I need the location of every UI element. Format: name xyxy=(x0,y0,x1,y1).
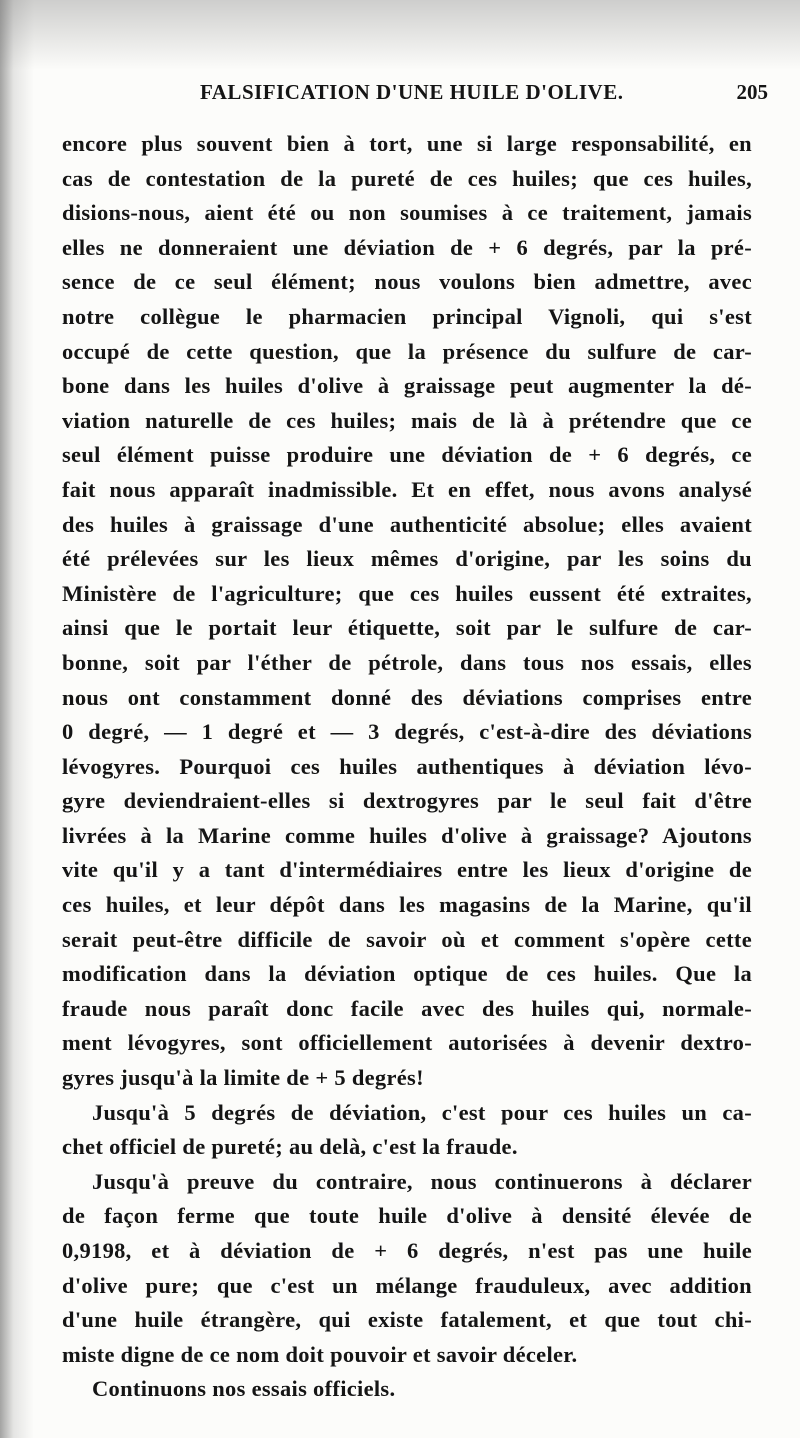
text-line: Jusqu'à preuve du contraire, nous continuerons à déclarer xyxy=(92,1168,752,1194)
text-line: été prélevées sur les lieux mêmes d'origine, par les soins du xyxy=(62,546,752,572)
text-line: gyres jusqu'à la limite de + 5 degrés! xyxy=(62,1065,424,1091)
page-number: 205 xyxy=(736,80,768,104)
text-line: vite qu'il y a tant d'intermédiaires entre les lieux d'origine de xyxy=(62,857,752,883)
text-line: occupé de cette question, que la présence du sulfure de car- xyxy=(62,338,752,364)
text-line: d'une huile étrangère, qui existe fatalement, et que tout chi- xyxy=(62,1307,752,1333)
text-line: bonne, soit par l'éther de pétrole, dans tous nos essais, elles xyxy=(62,649,752,675)
text-line: de façon ferme que toute huile d'olive à densité élevée de xyxy=(62,1203,752,1229)
text-line: sence de ce seul élément; nous voulons bien admettre, avec xyxy=(62,269,752,295)
text-line: notre collègue le pharmacien principal Vignoli, qui s'est xyxy=(62,303,752,329)
text-line: 0,9198, et à déviation de + 6 degrés, n'est pas une huile xyxy=(62,1238,752,1263)
text-line: d'olive pure; que c'est un mélange frauduleux, avec addition xyxy=(62,1272,752,1298)
running-title: FALSIFICATION D'UNE HUILE D'OLIVE. xyxy=(200,80,624,104)
text-line: gyre deviendraient-elles si dextrogyres par le seul fait d'être xyxy=(62,788,752,814)
page-edge-shadow xyxy=(0,0,34,1438)
text-line: cas de contestation de la pureté de ces huiles; que ces huiles, xyxy=(62,165,752,191)
text-line: livrées à la Marine comme huiles d'olive à graissage? Ajoutons xyxy=(62,822,752,848)
text-line: nous ont constamment donné des déviations comprises entre xyxy=(62,684,752,710)
text-line: ces huiles, et leur dépôt dans les magasins de la Marine, qu'il xyxy=(62,892,752,918)
text-line: disions-nous, aient été ou non soumises à ce traitement, jamais xyxy=(62,200,752,226)
text-line: ment lévogyres, sont officiellement autorisées à devenir dextro- xyxy=(62,1030,752,1056)
text-line: ainsi que le portait leur étiquette, soit par le sulfure de car- xyxy=(62,615,752,641)
text-line: serait peut-être difficile de savoir où et comment s'opère cette xyxy=(62,926,752,952)
text-line: miste digne de ce nom doit pouvoir et savoir déceler. xyxy=(62,1341,578,1367)
page-top-shadow xyxy=(0,0,800,70)
page-header xyxy=(200,80,768,116)
text-line: encore plus souvent bien à tort, une si large responsabilité, en xyxy=(62,131,752,156)
text-line: viation naturelle de ces huiles; mais de là à prétendre que ce xyxy=(62,407,752,433)
text-line: 0 degré, — 1 degré et — 3 degrés, c'est-à-dire des déviations xyxy=(62,719,752,745)
text-line: fait nous apparaît inadmissible. Et en effet, nous avons analysé xyxy=(62,476,752,502)
text-line: lévogyres. Pourquoi ces huiles authentiques à déviation lévo- xyxy=(62,753,752,779)
text-line: fraude nous paraît donc facile avec des huiles qui, normale- xyxy=(62,995,752,1021)
text-line: Jusqu'à 5 degrés de déviation, c'est pour ces huiles un ca- xyxy=(92,1099,752,1125)
text-line: Ministère de l'agriculture; que ces huiles eussent été extraites, xyxy=(62,580,752,606)
text-line: modification dans la déviation optique de ces huiles. Que la xyxy=(62,961,752,987)
text-line: Continuons nos essais officiels. xyxy=(92,1376,396,1402)
body-text xyxy=(62,127,752,1407)
text-line: bone dans les huiles d'olive à graissage peut augmenter la dé- xyxy=(62,373,752,399)
text-line: des huiles à graissage d'une authenticité absolue; elles avaient xyxy=(62,511,752,537)
text-line: elles ne donneraient une déviation de + 6 degrés, par la pré- xyxy=(62,234,752,260)
text-line: chet officiel de pureté; au delà, c'est la fraude. xyxy=(62,1134,518,1160)
text-line: seul élément puisse produire une déviation de + 6 degrés, ce xyxy=(62,442,752,468)
